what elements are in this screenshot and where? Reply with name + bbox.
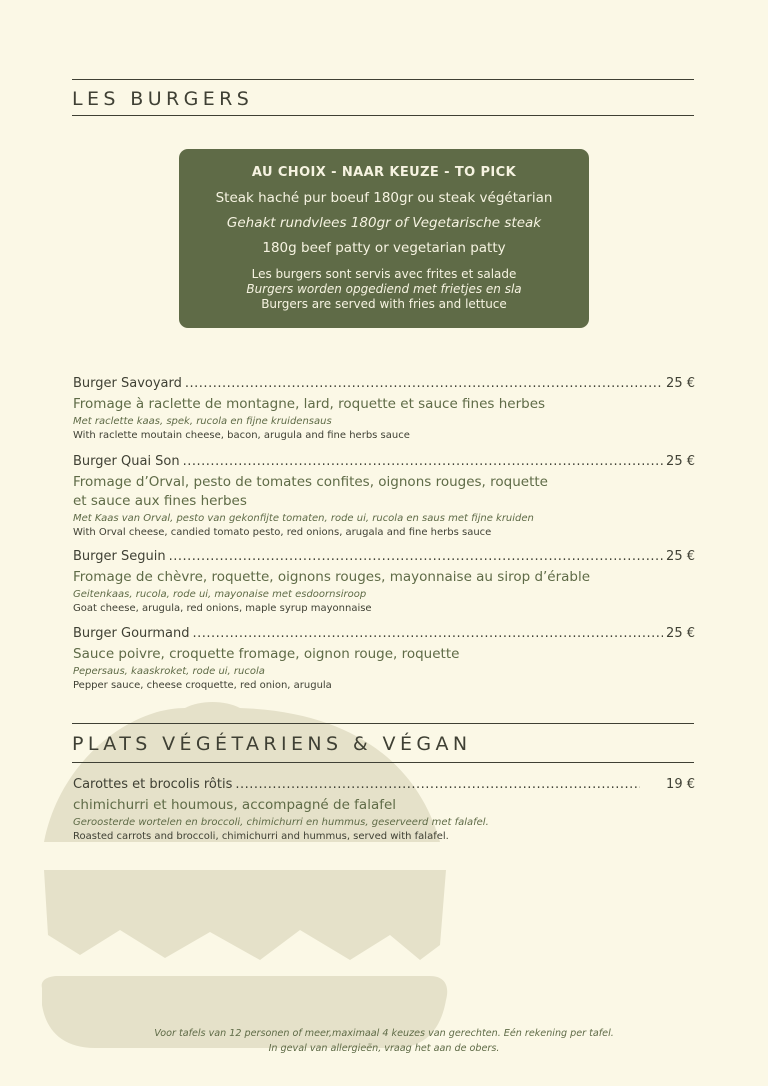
choice-info-box xyxy=(179,149,589,328)
item-description-en: With Orval cheese, candied tomato pesto, red onions, arugala and fine herbs sauce xyxy=(73,527,492,538)
menu-item-burger-gourmand xyxy=(73,626,695,693)
patty-option-nl: Gehakt rundvlees 180gr of Vegetarische steak xyxy=(226,215,542,231)
item-description-fr: Sauce poivre, croquette fromage, oignon rouge, roquette xyxy=(73,646,460,662)
menu-item-burger-quai-son xyxy=(73,454,695,540)
item-description-nl: Geroosterde wortelen en broccoli, chimichurri en hummus, geserveerd met falafel. xyxy=(73,817,489,828)
item-description-nl: Geitenkaas, rucola, rode ui, mayonaise met esdoornsiroop xyxy=(73,589,367,600)
dot-leader xyxy=(183,454,663,469)
item-description-fr: chimichurri et houmous, accompagné de falafel xyxy=(73,797,397,813)
served-with-fr: Les burgers sont servis avec frites et salade xyxy=(251,267,517,281)
veg-top-rule xyxy=(72,723,694,724)
menu-item-burger-savoyard xyxy=(73,376,695,443)
item-description-en: With raclette moutain cheese, bacon, arugula and fine herbs sauce xyxy=(73,430,410,441)
item-price: 25 € xyxy=(666,376,695,391)
dot-leader xyxy=(193,626,664,641)
footer-group-note: Voor tafels van 12 personen of meer,maximaal 4 keuzes van gerechten. Eén rekening per tafel. xyxy=(154,1028,614,1039)
item-price: 19 € xyxy=(666,777,695,792)
item-description-fr: Fromage d’Orval, pesto de tomates confites, oignons rouges, roquette xyxy=(73,474,548,490)
item-name: Burger Savoyard xyxy=(73,376,182,391)
veg-section-title: PLATS VÉGÉTARIENS & VÉGAN xyxy=(72,733,472,755)
item-price: 25 € xyxy=(666,626,695,641)
item-description-nl: Pepersaus, kaaskroket, rode ui, rucola xyxy=(73,666,265,677)
item-description-en: Goat cheese, arugula, red onions, maple syrup mayonnaise xyxy=(73,603,372,614)
veg-title-underline xyxy=(72,762,694,763)
item-description-nl: Met raclette kaas, spek, rucola en fijne kruidensaus xyxy=(73,416,332,427)
patty-option-en: 180g beef patty or vegetarian patty xyxy=(262,240,506,256)
choice-heading: AU CHOIX - NAAR KEUZE - TO PICK xyxy=(251,165,517,180)
item-name: Burger Gourmand xyxy=(73,626,190,641)
served-with-nl: Burgers worden opgediend met frietjes en sla xyxy=(246,282,522,296)
item-name: Carottes et brocolis rôtis xyxy=(73,777,233,792)
dot-leader xyxy=(185,376,663,391)
burgers-title-underline xyxy=(72,115,694,116)
item-description-fr: Fromage de chèvre, roquette, oignons rouges, mayonnaise au sirop d’érable xyxy=(73,569,591,585)
item-description-fr-continued: et sauce aux fines herbes xyxy=(73,493,247,509)
item-description-fr: Fromage à raclette de montagne, lard, roquette et sauce fines herbes xyxy=(73,396,546,412)
served-with-en: Burgers are served with fries and lettuce xyxy=(261,297,507,311)
burgers-section-title: LES BURGERS xyxy=(72,88,254,110)
item-name: Burger Quai Son xyxy=(73,454,180,469)
top-rule xyxy=(72,79,694,80)
item-description-en: Pepper sauce, cheese croquette, red onion, arugula xyxy=(73,680,332,691)
item-description-en: Roasted carrots and broccoli, chimichurri and hummus, served with falafel. xyxy=(73,831,449,842)
menu-item-burger-seguin xyxy=(73,549,695,616)
item-price: 25 € xyxy=(666,454,695,469)
footer-allergy-note: In geval van allergieën, vraag het aan de obers. xyxy=(268,1043,500,1054)
menu-item-carottes-brocolis xyxy=(73,777,695,844)
patty-option-fr: Steak haché pur boeuf 180gr ou steak végétarian xyxy=(215,190,553,206)
item-name: Burger Seguin xyxy=(73,549,166,564)
item-description-nl: Met Kaas van Orval, pesto van gekonfijte tomaten, rode ui, rucola en saus met fijne kruiden xyxy=(73,513,534,524)
item-price: 25 € xyxy=(666,549,695,564)
dot-leader xyxy=(235,777,640,792)
dot-leader xyxy=(169,549,663,564)
